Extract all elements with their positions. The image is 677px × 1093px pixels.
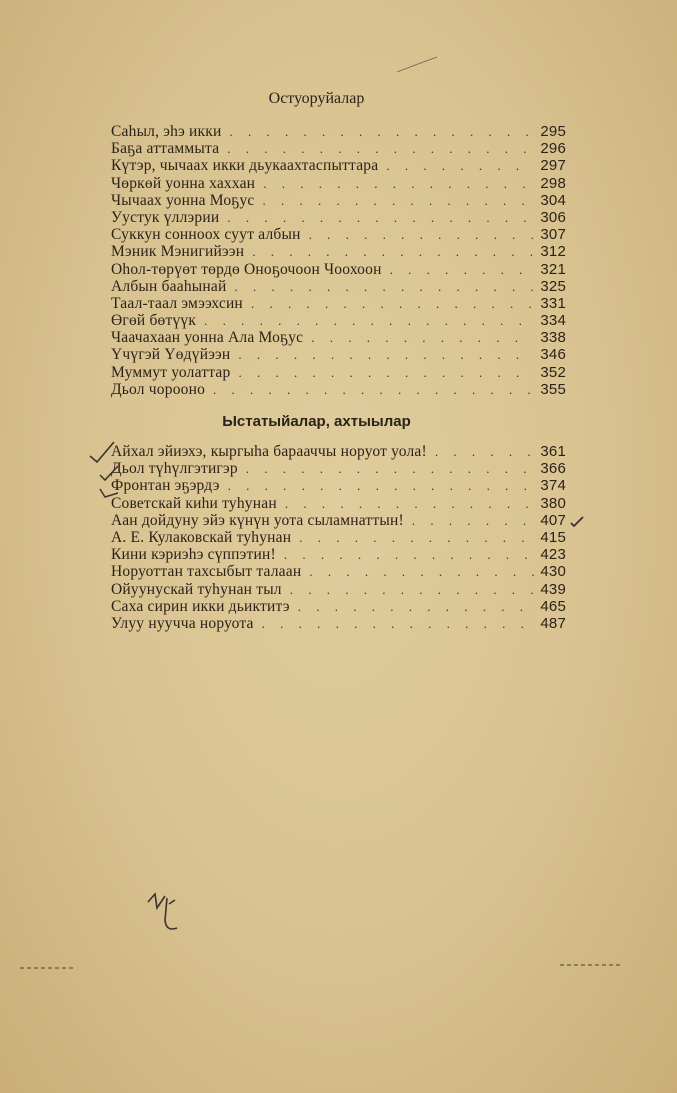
toc-entry (111, 477, 566, 494)
entry-page-number: 338 (540, 329, 566, 347)
entry-page-number: 306 (540, 208, 566, 226)
toc-entry (111, 278, 566, 295)
toc-entry (111, 140, 566, 157)
dot-leader (244, 243, 534, 260)
entry-title: Чөркөй уонна хаххан (111, 174, 256, 192)
entry-page-number: 430 (540, 563, 566, 581)
toc-entry (111, 615, 566, 632)
entry-title: Саһыл, эһэ икки (111, 123, 222, 140)
dot-leader (254, 615, 534, 632)
dot-leader (276, 546, 534, 563)
dot-leader (219, 140, 534, 157)
dot-leader (378, 157, 534, 174)
page-edge-smudge (0, 960, 677, 974)
toc-entry (111, 261, 566, 278)
entry-title: Үчүгэй Үөдүйээн (111, 346, 231, 364)
entry-title: Таал-таал эмээхсин (111, 294, 243, 312)
dot-leader (291, 529, 534, 546)
toc-entry (111, 364, 566, 381)
dot-leader (255, 192, 535, 209)
entry-title: Саха сирин икки дьиктитэ (111, 597, 290, 615)
dot-leader (243, 295, 534, 312)
handwritten-check-icon (98, 484, 120, 502)
section-heading-articles: Ыстатыйалар, ахтыылар (222, 413, 411, 430)
entry-title: Норуоттан тахсыбыт талаан (111, 563, 302, 581)
entry-page-number: 352 (540, 363, 566, 381)
entry-title: Муммут уолаттар (111, 363, 231, 381)
entry-page-number: 295 (540, 123, 566, 140)
entry-title: Өгөй бөтүүк (111, 312, 197, 330)
toc-entry (111, 329, 566, 346)
entry-page-number: 407 (540, 511, 566, 529)
dot-leader (196, 312, 534, 329)
handwritten-scribble-icon (145, 890, 190, 940)
dot-leader (290, 598, 534, 615)
toc-entry (111, 312, 566, 329)
entry-page-number: 423 (540, 546, 566, 564)
entry-title: Чаачахаан уонна Ала Моҕус (111, 329, 304, 347)
toc-entry (111, 175, 566, 192)
entry-title: Аан дойдуну эйэ күнүн уота сыламнаттын! (111, 511, 404, 529)
section-heading-stories: Остуоруйалар (268, 90, 365, 107)
entry-page-number: 325 (540, 277, 566, 295)
entry-title: Кини кэриэһэ сүппэтин! (111, 546, 276, 564)
entry-page-number: 380 (540, 494, 566, 512)
toc-entry (111, 460, 566, 477)
entry-title: Советскай киһи туһунан (111, 494, 277, 512)
entry-title: Дьол түһүлгэтигэр (111, 460, 238, 478)
toc-list-stories (111, 123, 566, 398)
handwritten-tick-icon (570, 515, 584, 527)
entry-title: Суккун сонноох суут албын (111, 226, 301, 244)
entry-page-number: 321 (540, 260, 566, 278)
entry-page-number: 312 (540, 243, 566, 261)
dot-leader (282, 581, 534, 598)
toc-entry (111, 546, 566, 563)
dot-leader (219, 209, 534, 226)
dot-leader (220, 477, 534, 494)
entry-title: Улуу нуучча норуота (111, 614, 254, 632)
toc-entry (111, 563, 566, 580)
entry-page-number: 331 (540, 294, 566, 312)
dot-leader (427, 443, 534, 460)
toc-entry (111, 243, 566, 260)
entry-title: Фронтан эҕэрдэ (111, 477, 220, 495)
toc-entry (111, 443, 566, 460)
entry-page-number: 355 (540, 380, 566, 398)
entry-title: Ойуунускай туһунан тыл (111, 580, 282, 598)
dot-leader (255, 175, 534, 192)
toc-entry (111, 512, 566, 529)
entry-title: Оһол-төрүөт төрдө Оноҕочоон Чоохоон (111, 260, 382, 278)
dot-leader (277, 495, 534, 512)
entry-title: Дьол чороонo (111, 380, 206, 398)
toc-entry (111, 495, 566, 512)
entry-page-number: 296 (540, 140, 566, 158)
dot-leader (205, 381, 534, 398)
entry-title: Айхал эйиэхэ, кыргыһа барааччы норуот уола! (111, 443, 427, 460)
toc-entry (111, 157, 566, 174)
dot-leader (303, 329, 534, 346)
entry-title: А. Е. Кулаковскай туһунан (111, 528, 292, 546)
dot-leader (238, 460, 534, 477)
entry-page-number: 297 (540, 157, 566, 175)
dot-leader (221, 123, 534, 140)
dot-leader (301, 563, 534, 580)
entry-page-number: 374 (540, 477, 566, 495)
toc-entry (111, 209, 566, 226)
toc-entry (111, 346, 566, 363)
entry-page-number: 334 (540, 312, 566, 330)
toc-entry (111, 598, 566, 615)
entry-page-number: 361 (540, 443, 566, 460)
entry-title: Мэник Мэнигийээн (111, 243, 245, 261)
dot-leader (226, 278, 534, 295)
toc-entry (111, 529, 566, 546)
entry-page-number: 366 (540, 460, 566, 478)
entry-page-number: 298 (540, 174, 566, 192)
dot-leader (230, 346, 534, 363)
entry-page-number: 439 (540, 580, 566, 598)
dot-leader (404, 512, 534, 529)
entry-page-number: 346 (540, 346, 566, 364)
entry-page-number: 304 (540, 191, 566, 209)
entry-title: Чычаах уонна Моҕус (111, 191, 255, 209)
dot-leader (230, 364, 534, 381)
toc-entry (111, 226, 566, 243)
entry-title: Баҕа аттаммыта (111, 140, 220, 158)
entry-page-number: 307 (540, 226, 566, 244)
entry-title: Күтэр, чычаах икки дьукаахтаспыттара (111, 157, 379, 175)
entry-page-number: 487 (540, 614, 566, 632)
entry-page-number: 415 (540, 528, 566, 546)
toc-entry (111, 295, 566, 312)
dot-leader (301, 226, 534, 243)
handwritten-check-icon (98, 463, 120, 483)
dot-leader (382, 261, 534, 278)
toc-entry (111, 192, 566, 209)
entry-page-number: 465 (540, 597, 566, 615)
toc-entry (111, 123, 566, 140)
pencil-stroke-icon (395, 55, 440, 75)
toc-list-articles (111, 443, 566, 632)
toc-entry (111, 381, 566, 398)
entry-title: Уустук үллэрии (111, 208, 220, 226)
entry-title: Албын бааһынай (111, 277, 227, 295)
toc-entry (111, 581, 566, 598)
